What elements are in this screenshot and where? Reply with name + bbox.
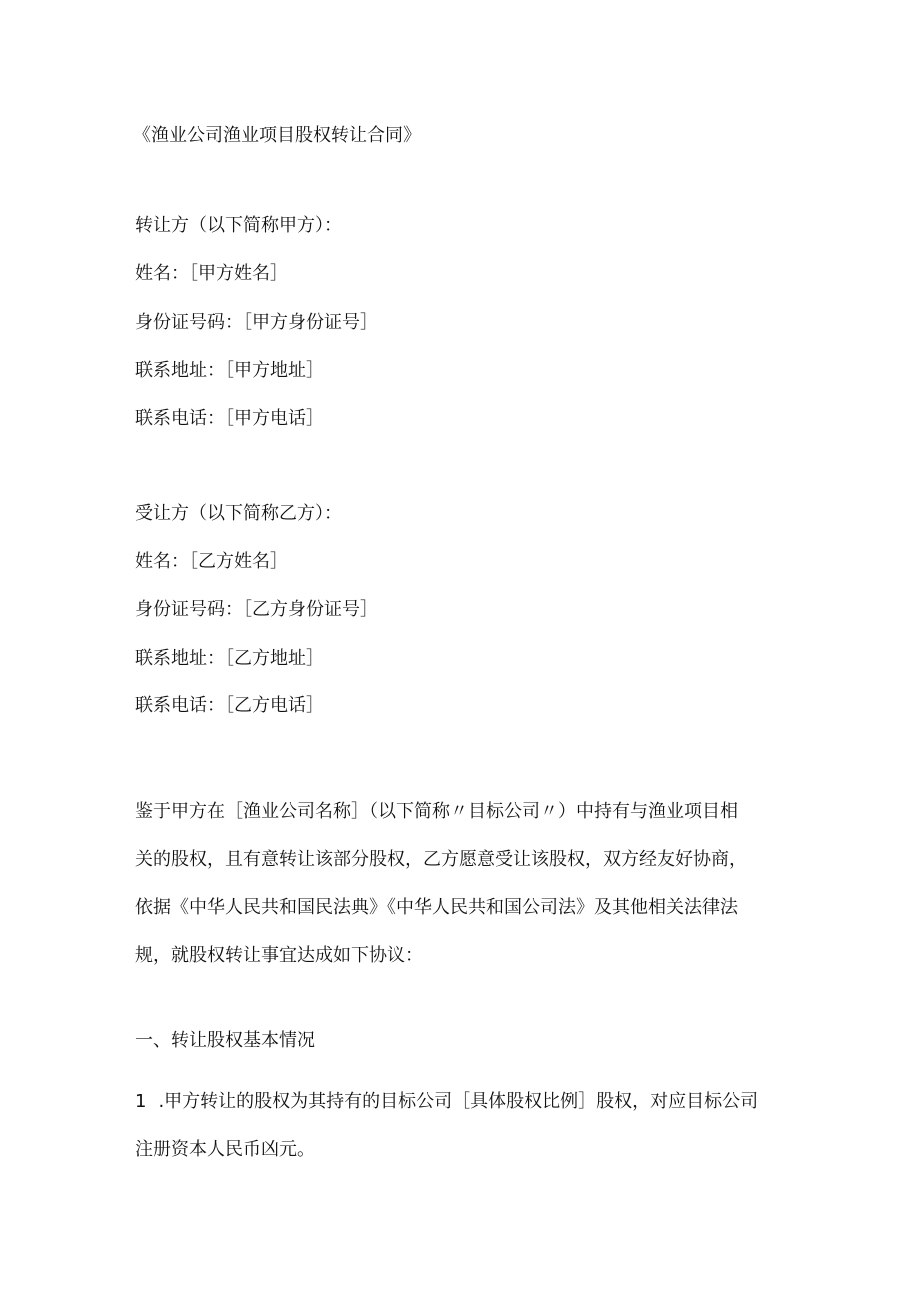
transferee-heading: 受让方（以下简称乙方）：	[135, 503, 342, 524]
preamble-line: 规，就股权转让事宜达成如下协议：	[135, 945, 423, 966]
preamble-line: 依据《中华人民共和国民法典》《中华人民共和国公司法》及其他相关法律法	[135, 897, 738, 918]
transferee-phone: 联系电话：［乙方电话］	[135, 695, 324, 716]
clause-text: .甲方转让的股权为其持有的目标公司［具体股权比例］股权，对应目标公司	[158, 1091, 759, 1112]
transferee-id-number: 身份证号码：［乙方身份证号］	[135, 599, 378, 620]
clause-number: 1	[135, 1091, 147, 1112]
clause-1	[135, 1078, 795, 1174]
transferor-name: 姓名：［甲方姓名］	[135, 263, 288, 284]
preamble-line: 鉴于甲方在［渔业公司名称］（以下简称〃目标公司〃）中持有与渔业项目相	[135, 801, 738, 822]
transferee-name: 姓名：［乙方姓名］	[135, 551, 288, 572]
transferor-id-number: 身份证号码：［甲方身份证号］	[135, 312, 378, 333]
clause-line: 注册资本人民币凶元。	[135, 1139, 315, 1160]
transferor-phone: 联系电话：［甲方电话］	[135, 408, 324, 429]
preamble-paragraph	[135, 788, 780, 980]
document-title: 《渔业公司渔业项目股权转让合同》	[133, 125, 421, 146]
clause-line	[135, 1078, 795, 1126]
transferor-address: 联系地址：［甲方地址］	[135, 360, 324, 381]
transferee-address: 联系地址：［乙方地址］	[135, 648, 324, 669]
section-heading: 一、转让股权基本情况	[135, 1030, 315, 1051]
transferor-heading: 转让方（以下简称甲方）：	[135, 215, 342, 236]
preamble-line: 关的股权，且有意转让该部分股权，乙方愿意受让该股权，双方经友好协商，	[135, 849, 747, 870]
